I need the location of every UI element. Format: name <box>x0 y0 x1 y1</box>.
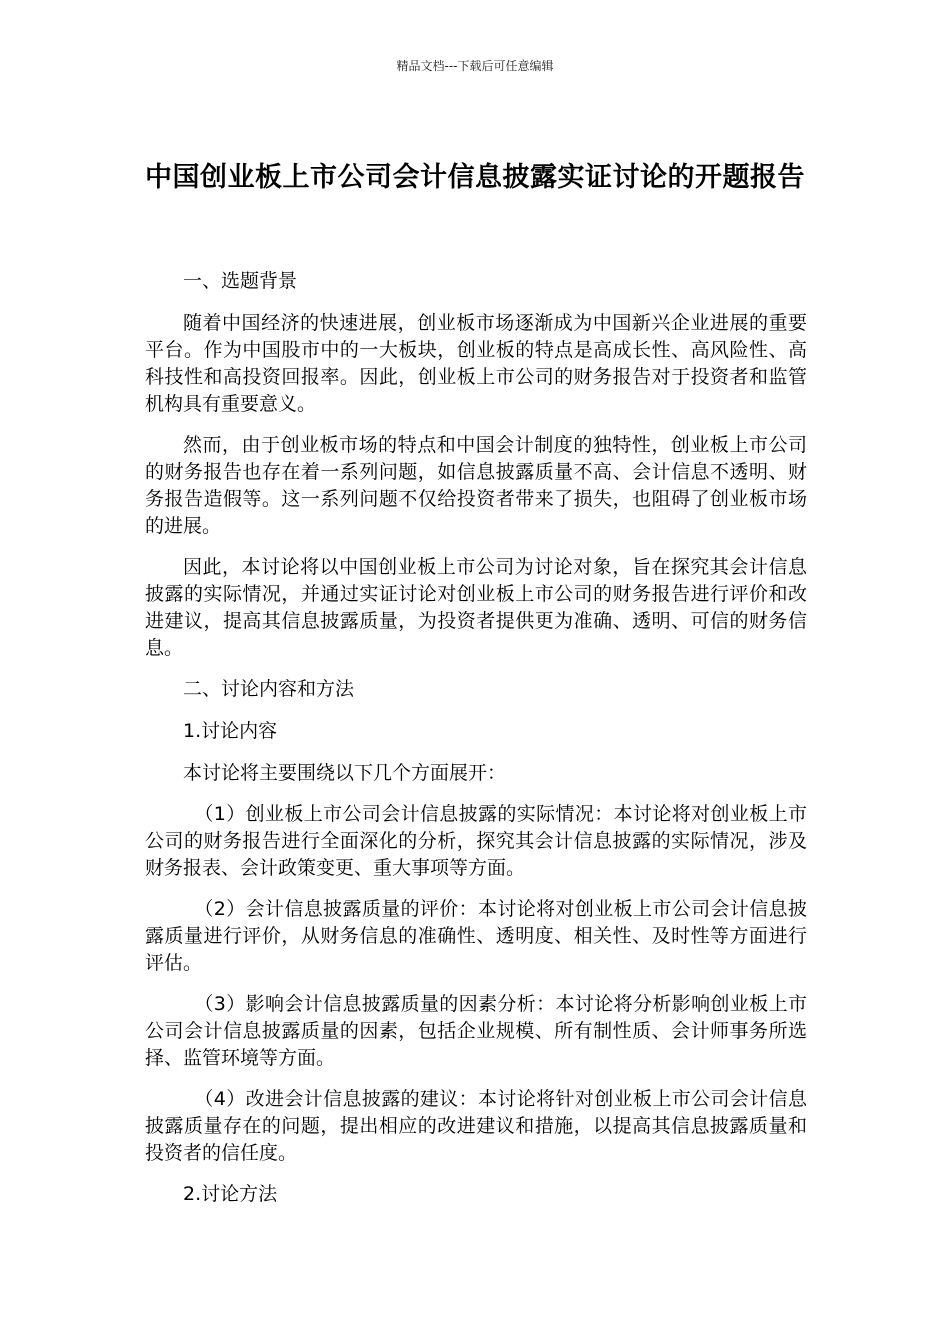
list-item: （4）改进会计信息披露的建议：本讨论将针对创业板上市公司会计信息披露质量存在的问题，提出相应的改进建议和措施，以提高其信息披露质量和投资者的信任度。 <box>145 1088 807 1164</box>
section-heading-background: 一、选题背景 <box>183 270 298 292</box>
list-item: （1）创业板上市公司会计信息披露的实际情况：本讨论将对创业板上市公司的财务报告进行全面深化的分析，探究其会计信息披露的实际情况，涉及财务报表、会计政策变更、重大事项等方面。 <box>145 803 807 879</box>
list-item: （2）会计信息披露质量的评价：本讨论将对创业板上市公司会计信息披露质量进行评价，从财务信息的准确性、透明度、相关性、及时性等方面进行评估。 <box>145 898 807 974</box>
subheading-content: 1.讨论内容 <box>183 720 278 742</box>
header-note: 精品文档---下载后可任意编辑 <box>396 59 554 73</box>
paragraph: 因此，本讨论将以中国创业板上市公司为讨论对象，旨在探究其会计信息披露的实际情况，并通过实证讨论对创业板上市公司的财务报告进行评价和改进建议，提高其信息披露质量，为投资者提供更为准确、透明、可信的财务信息。 <box>145 556 807 659</box>
document-body <box>145 268 807 1223</box>
paragraph: 随着中国经济的快速进展，创业板市场逐渐成为中国新兴企业进展的重要平台。作为中国股市中的一大板块，创业板的特点是高成长性、高风险性、高科技性和高投资回报率。因此，创业板上市公司的财务报告对于投资者和监管机构具有重要意义。 <box>145 312 807 415</box>
section-heading-content-method: 二、讨论内容和方法 <box>183 678 355 700</box>
paragraph: 然而，由于创业板市场的特点和中国会计制度的独特性，创业板上市公司的财务报告也存在着一系列问题，如信息披露质量不高、会计信息不透明、财务报告造假等。这一系列问题不仅给投资者带来了损失，也阻碍了创业板市场的进展。 <box>145 434 807 537</box>
document-title: 中国创业板上市公司会计信息披露实证讨论的开题报告 <box>145 162 805 194</box>
list-item: （3）影响会计信息披露质量的因素分析：本讨论将分析影响创业板上市公司会计信息披露质量的因素，包括企业规模、所有制性质、会计师事务所选择、监管环境等方面。 <box>145 993 807 1069</box>
subheading-method: 2.讨论方法 <box>183 1183 278 1205</box>
paragraph: 本讨论将主要围绕以下几个方面展开： <box>183 762 507 784</box>
